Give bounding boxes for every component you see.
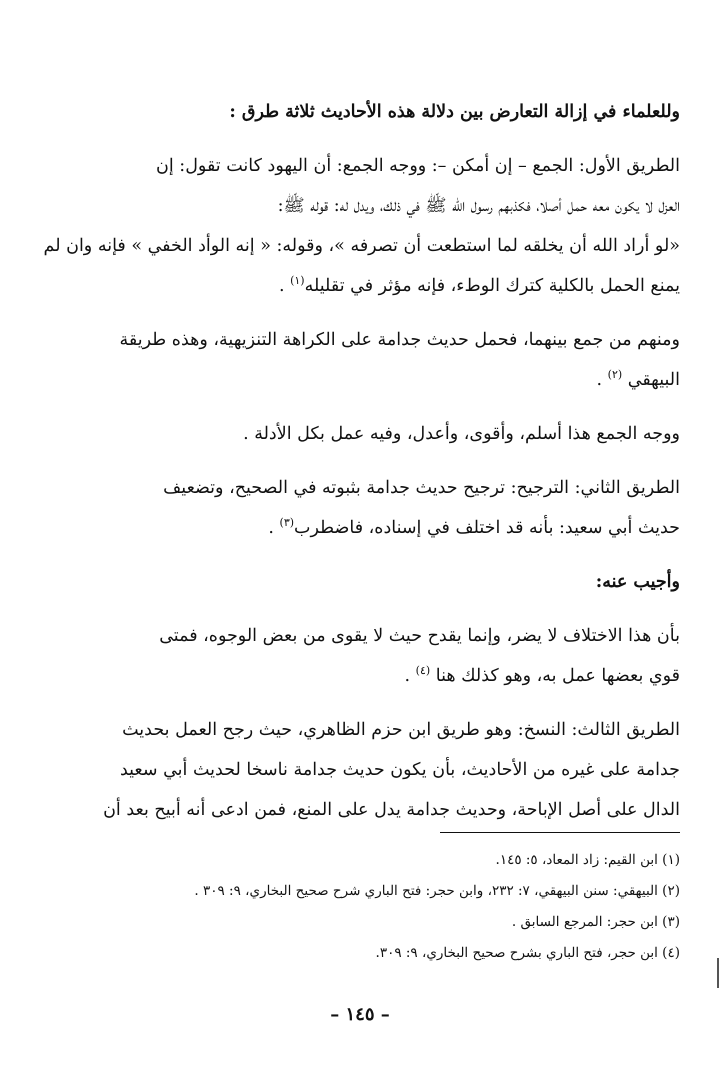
third-method-paragraph xyxy=(40,710,680,830)
footnote-ref-2: (٢) xyxy=(607,368,623,382)
footnote-4: (٤) ابن حجر، فتح الباري بشرح صحيح البخاري، ٩: ٣٠٩. xyxy=(375,945,680,961)
third-method-line-2: جدامة على غيره من الأحاديث، بأن يكون حديث جدامة ناسخا لحديث أبي سعيد xyxy=(119,760,680,780)
answer-line-1: بأن هذا الاختلاف لا يضر، وإنما يقدح حيث لا يقوى من بعض الوجوه، فمتى xyxy=(159,626,680,646)
footnote-1: (١) ابن القيم: زاد المعاد، ٥: ١٤٥. xyxy=(495,852,680,868)
footnote-3: (٣) ابن حجر: المرجع السابق . xyxy=(511,914,680,930)
first-method-paragraph xyxy=(40,146,680,306)
second-method-paragraph xyxy=(40,468,680,548)
third-method-line-3: الدال على أصل الإباحة، وحديث جدامة يدل على المنع، فمن ادعى أنه أبيح بعد أن xyxy=(103,800,680,820)
footnote-ref-4: (٤) xyxy=(415,664,431,678)
footnote-ref-1: (١) xyxy=(290,274,305,288)
page-number: – ١٤٥ – xyxy=(330,1004,390,1025)
footnote-ref-3: (٣) xyxy=(279,516,295,530)
bayhaqi-line-1: ومنهم من جمع بينهما، فحمل حديث جدامة على الكراهة التنزيهية، وهذه طريقة xyxy=(119,330,680,350)
second-method-line-2: حديث أبي سعيد: بأنه قد اختلف في إسناده، فاضطرب$^{(٣)}$ . xyxy=(268,516,680,538)
first-method-line-4: يمنع الحمل بالكلية كترك الوطء، فإنه مؤثر في تقليله$^{(١)}$ . xyxy=(278,274,680,296)
third-method-line-1: الطريق الثالث: النسخ: وهو طريق ابن حزم الظاهري، حيث رجح العمل بحديث xyxy=(122,720,680,740)
second-method-line-1: الطريق الثاني: الترجيح: ترجيح حديث جدامة بثبوته في الصحيح، وتضعيف xyxy=(163,478,680,498)
footnotes xyxy=(40,845,680,969)
reason-line: ووجه الجمع هذا أسلم، وأقوى، وأعدل، وفيه عمل بكل الأدلة . xyxy=(243,424,680,444)
answer-heading: وأجيب عنه: xyxy=(595,572,680,592)
first-method-line-2: العزل لا يكون معه حمل أصلا، فكذبهم رسول الله ﷺ في ذلك، ويدل له: قوله ﷺ: xyxy=(277,196,680,216)
main-text xyxy=(40,92,680,830)
bayhaqi-paragraph xyxy=(40,320,680,400)
answer-line-2: قوي بعضها عمل به، وهو كذلك هنا $^{(٤)}$ . xyxy=(404,664,680,686)
first-method-line-3: «لو أراد الله أن يخلقه لما استطعت أن تصرفه »، وقوله: « إنه الوأد الخفي » فإنه وان لم xyxy=(43,236,680,256)
scan-edge-mark xyxy=(717,958,719,988)
footnote-separator xyxy=(440,832,680,833)
first-method-line-1: الطريق الأول: الجمع – إن أمكن –: ووجه الجمع: أن اليهود كانت تقول: إن xyxy=(156,156,680,176)
footnote-2: (٢) البيهقي: سنن البيهقي، ٧: ٢٣٢، وابن حجر: فتح الباري شرح صحيح البخاري، ٩: ٣٠٩ . xyxy=(194,883,680,899)
answer-paragraph xyxy=(40,616,680,696)
bayhaqi-line-2: البيهقي $^{(٢)}$ . xyxy=(596,368,680,390)
intro-line: وللعلماء في إزالة التعارض بين دلالة هذه الأحاديث ثلاثة طرق : xyxy=(229,102,680,122)
